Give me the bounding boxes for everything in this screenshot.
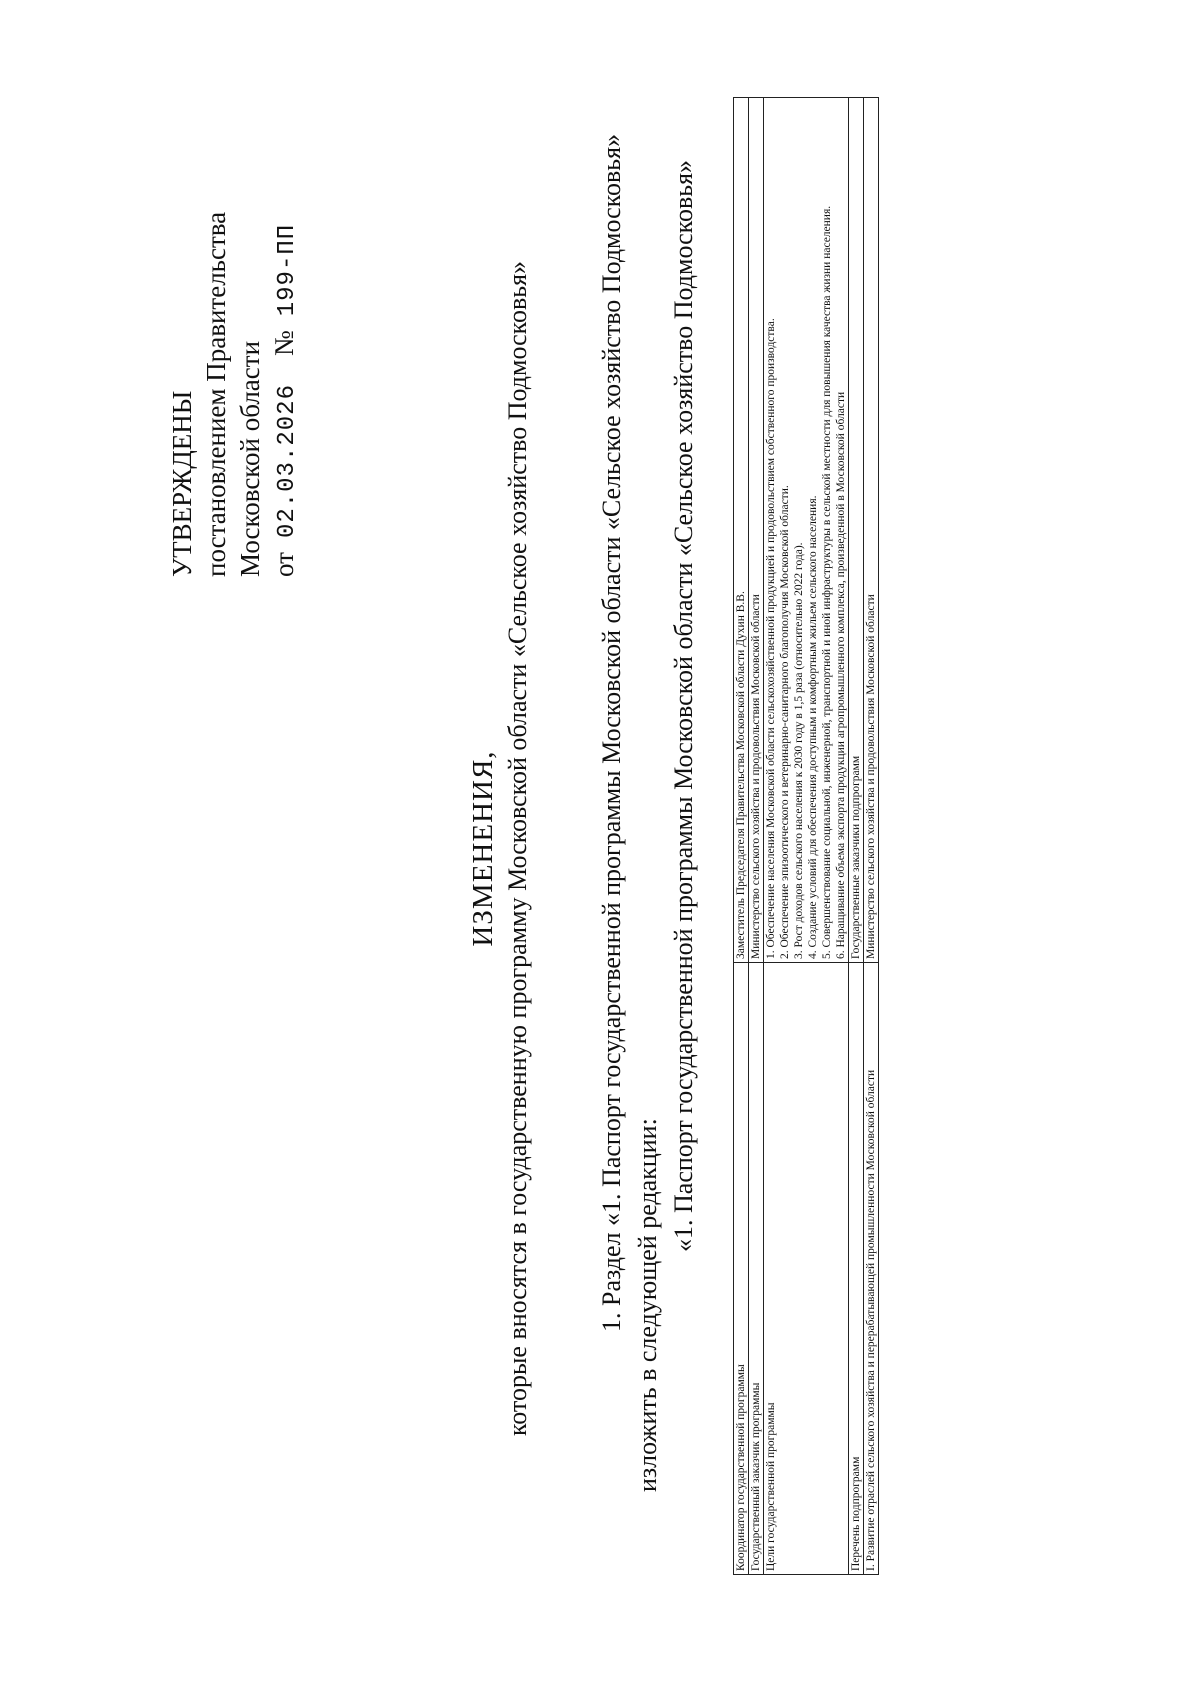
section-paragraph xyxy=(594,112,702,1492)
table-cell-label: Перечень подпрограмм xyxy=(849,963,864,1575)
approval-number-sign: № xyxy=(269,330,299,357)
approval-line-1: постановлением Правительства xyxy=(201,211,231,577)
table-cell-label: Цели государственной программы xyxy=(764,963,849,1575)
approval-line-2: Московской области xyxy=(235,340,265,577)
goals-cell xyxy=(764,98,849,963)
table-row xyxy=(864,98,879,1575)
table-cell-label: Государственный заказчик программы xyxy=(749,963,764,1575)
passport-table xyxy=(733,97,879,1575)
document-subtitle: которые вносятся в государственную программу Московской области «Сельское хозяйство Подмосковья» xyxy=(503,260,532,1437)
approval-date: 02.03.2026 xyxy=(274,384,301,539)
section-line-2: изложить в следующей редакции: xyxy=(633,1118,662,1492)
goal-item: 4. Создание условий для обеспечения доступным и комфортным жильем сельского населения. xyxy=(807,495,819,959)
table-row xyxy=(734,98,749,1575)
table-cell-label: I. Развитие отраслей сельского хозяйства и перерабатывающей промышленности Московской области xyxy=(864,963,879,1575)
section-line-3: «1. Паспорт государственной программы Московской области «Сельское хозяйство Подмосковья» xyxy=(669,159,698,1252)
approval-date-prefix: от xyxy=(269,552,299,577)
approval-number: 199-ПП xyxy=(274,223,301,317)
approval-stamp xyxy=(165,212,305,577)
table-row xyxy=(849,98,864,1575)
section-line-1: 1. Раздел «1. Паспорт государственной программы Московской области «Сельское хозяйство Подмосковья» xyxy=(597,133,626,1332)
table-cell-value: Государственные заказчики подпрограмм xyxy=(849,98,864,963)
table-cell-label: Координатор государственной программы xyxy=(734,963,749,1575)
goal-item: 2. Обеспечение эпизоотического и ветеринарно-санитарного благополучия Московской области. xyxy=(779,485,791,959)
table-cell-value: Министерство сельского хозяйства и продовольствия Московской области xyxy=(749,98,764,963)
table-cell-value: Министерство сельского хозяйства и продовольствия Московской области xyxy=(864,98,879,963)
approval-title: УТВЕРЖДЕНЫ xyxy=(167,390,197,577)
document-header xyxy=(465,0,535,1697)
goal-item: 5. Совершенствование социальной, инженерной, транспортной и иной инфраструктуры в сельской местности для повышения качества жизни населения. xyxy=(821,205,833,959)
document-title: ИЗМЕНЕНИЯ, xyxy=(467,750,499,947)
approval-date-line xyxy=(267,212,305,577)
table-row xyxy=(749,98,764,1575)
table-row xyxy=(764,98,849,1575)
goal-item: 6. Наращивание объема экспорта продукции агропромышленного комплекса, произведенной в Московской области xyxy=(835,391,847,959)
table-cell-value: Заместитель Председателя Правительства Московской области Духин В.В. xyxy=(734,98,749,963)
goal-item: 1. Обеспечение населения Московской области сельскохозяйственной продукцией и продовольствием собственного производства. xyxy=(765,318,777,959)
goal-item: 3. Рост доходов сельского населения к 2030 году в 1,5 раза (относительно 2022 года). xyxy=(793,542,805,959)
